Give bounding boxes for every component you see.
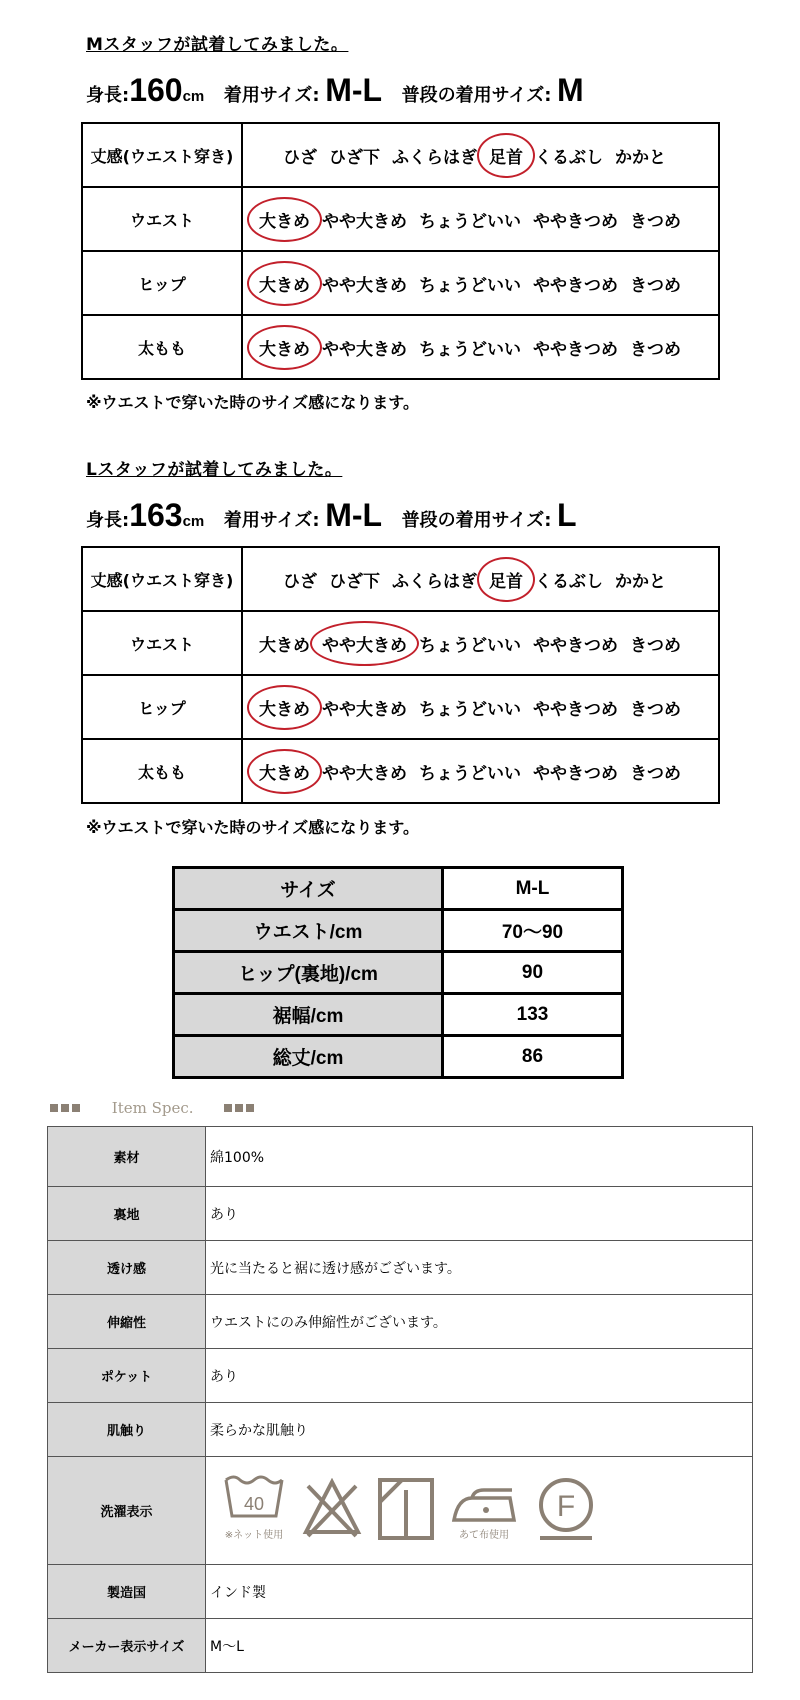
size-key: 総丈/cm	[174, 1036, 443, 1078]
fit-row	[82, 675, 719, 739]
fit-option: かかと	[615, 147, 666, 168]
fit-option-list	[243, 331, 718, 364]
spec-value: あり	[206, 1187, 753, 1241]
size-row	[174, 910, 623, 952]
fit-option: やや大きめ	[322, 275, 407, 296]
fit-option: やや大きめ	[322, 763, 407, 784]
fit-option: きつめ	[630, 275, 681, 296]
fit-option: ひざ	[283, 147, 317, 168]
spec-row	[48, 1127, 753, 1187]
fit-option-selected: 大きめ	[257, 691, 312, 724]
fit-row-label: 丈感(ウエスト穿き)	[82, 123, 242, 187]
fit-row	[82, 611, 719, 675]
l-staff-note: ※ウエストで穿いた時のサイズ感になります。	[86, 818, 419, 837]
size-value: 90	[443, 952, 623, 994]
height-value: 163	[129, 497, 183, 533]
svg-text:40: 40	[243, 1493, 265, 1514]
size-value: M-L	[443, 868, 623, 910]
spec-key: 透け感	[48, 1241, 206, 1295]
worn-size-label: 着用サイズ:	[223, 85, 320, 106]
fit-option: ややきつめ	[533, 699, 618, 720]
height-value: 160	[129, 72, 183, 108]
spec-value: M〜L	[206, 1619, 753, 1673]
fit-option: くるぶし	[535, 147, 603, 168]
fit-option-selected: 大きめ	[257, 267, 312, 300]
fit-option-selected: 大きめ	[257, 331, 312, 364]
fit-row-label: ヒップ	[82, 675, 242, 739]
usual-size-label: 普段の着用サイズ:	[401, 510, 552, 531]
fit-row-label: 太もも	[82, 739, 242, 803]
l-staff-fit-table	[81, 546, 720, 804]
spec-row	[48, 1241, 753, 1295]
fit-option: ちょうどいい	[419, 211, 521, 232]
spec-row	[48, 1619, 753, 1673]
svg-text:※ネット使用: ※ネット使用	[224, 1529, 284, 1541]
fit-option-list	[243, 563, 718, 596]
fit-options	[242, 611, 719, 675]
fit-row	[82, 123, 719, 187]
size-key: ヒップ(裏地)/cm	[174, 952, 443, 994]
spec-key: 製造国	[48, 1565, 206, 1619]
fit-option-list	[243, 203, 718, 236]
size-value: 70〜90	[443, 910, 623, 952]
height-unit: cm	[182, 513, 205, 530]
fit-option: きつめ	[630, 635, 681, 656]
fit-option: ひざ	[283, 571, 317, 592]
item-spec-table	[47, 1126, 753, 1673]
fit-option-selected: 大きめ	[257, 755, 312, 788]
spec-row	[48, 1295, 753, 1349]
fit-option: やや大きめ	[322, 339, 407, 360]
fit-option-selected: 足首	[487, 139, 525, 172]
l-staff-heading: Lスタッフが試着してみました。	[86, 460, 343, 480]
size-key: ウエスト/cm	[174, 910, 443, 952]
fit-option: やや大きめ	[322, 211, 407, 232]
fit-option: かかと	[615, 571, 666, 592]
fit-option: ちょうどいい	[419, 699, 521, 720]
spec-key: 伸縮性	[48, 1295, 206, 1349]
height-label: 身長:	[86, 510, 130, 531]
fit-option: ちょうどいい	[419, 763, 521, 784]
worn-size-label: 着用サイズ:	[223, 510, 320, 531]
size-key: サイズ	[174, 868, 443, 910]
fit-option: ややきつめ	[533, 635, 618, 656]
line-dry-shade-icon	[376, 1476, 436, 1546]
l-staff-stats	[86, 497, 577, 534]
size-row	[174, 1036, 623, 1078]
fit-row-label: ウエスト	[82, 187, 242, 251]
square-icon	[61, 1104, 69, 1112]
fit-row	[82, 251, 719, 315]
fit-option-selected: やや大きめ	[320, 627, 409, 660]
fit-options	[242, 123, 719, 187]
square-icon	[72, 1104, 80, 1112]
spec-row	[48, 1403, 753, 1457]
spec-row	[48, 1565, 753, 1619]
spec-row	[48, 1457, 753, 1565]
fit-row-label: ヒップ	[82, 251, 242, 315]
no-bleach-icon	[302, 1478, 362, 1544]
fit-option: ややきつめ	[533, 339, 618, 360]
m-staff-note: ※ウエストで穿いた時のサイズ感になります。	[86, 393, 419, 412]
spec-key: メーカー表示サイズ	[48, 1619, 206, 1673]
fit-option: ふくらはぎ	[392, 571, 477, 592]
fit-option: きつめ	[630, 211, 681, 232]
usual-size-value: L	[556, 497, 577, 533]
fit-option: 大きめ	[259, 635, 310, 656]
size-value: 86	[443, 1036, 623, 1078]
fit-option: ややきつめ	[533, 211, 618, 232]
fit-options	[242, 315, 719, 379]
size-table	[172, 866, 624, 1079]
height-unit: cm	[182, 88, 205, 105]
fit-option: ちょうどいい	[419, 339, 521, 360]
fit-option-selected: 大きめ	[257, 203, 312, 236]
m-staff-stats	[86, 72, 584, 109]
square-icon	[50, 1104, 58, 1112]
spec-value: 綿100%	[206, 1127, 753, 1187]
fit-option-list	[243, 627, 718, 660]
fit-option: きつめ	[630, 763, 681, 784]
size-value: 133	[443, 994, 623, 1036]
fit-row-label: 丈感(ウエスト穿き)	[82, 547, 242, 611]
svg-text:あて布使用: あて布使用	[459, 1529, 509, 1541]
fit-row-label: 太もも	[82, 315, 242, 379]
spec-value: ウエストにのみ伸縮性がございます。	[206, 1295, 753, 1349]
care-icons	[210, 1472, 751, 1550]
fit-option-list	[243, 691, 718, 724]
item-spec-title: Item Spec.	[111, 1099, 194, 1117]
fit-option-selected: 足首	[487, 563, 525, 596]
spec-key: 素材	[48, 1127, 206, 1187]
fit-options	[242, 675, 719, 739]
spec-key: 洗濯表示	[48, 1457, 206, 1565]
item-spec-heading	[50, 1098, 257, 1117]
fit-row-label: ウエスト	[82, 611, 242, 675]
spec-key: 裏地	[48, 1187, 206, 1241]
size-row	[174, 868, 623, 910]
m-staff-heading: Mスタッフが試着してみました。	[86, 35, 349, 55]
spec-row	[48, 1349, 753, 1403]
size-key: 裾幅/cm	[174, 994, 443, 1036]
spec-key: ポケット	[48, 1349, 206, 1403]
iron-low-icon	[450, 1474, 520, 1548]
square-icon	[235, 1104, 243, 1112]
spec-value: 光に当たると裾に透け感がございます。	[206, 1241, 753, 1295]
size-row	[174, 994, 623, 1036]
fit-options	[242, 187, 719, 251]
fit-option: ちょうどいい	[419, 275, 521, 296]
spec-key: 肌触り	[48, 1403, 206, 1457]
fit-option: ひざ下	[329, 147, 380, 168]
dry-clean-f-icon	[534, 1475, 598, 1547]
square-icon	[246, 1104, 254, 1112]
fit-row	[82, 739, 719, 803]
fit-row	[82, 187, 719, 251]
fit-options	[242, 547, 719, 611]
usual-size-value: M	[556, 72, 584, 108]
spec-value: あり	[206, 1349, 753, 1403]
size-row	[174, 952, 623, 994]
fit-option-list	[243, 755, 718, 788]
usual-size-label: 普段の着用サイズ:	[401, 85, 552, 106]
square-icon	[224, 1104, 232, 1112]
fit-option: きつめ	[630, 339, 681, 360]
fit-option: ややきつめ	[533, 763, 618, 784]
worn-size-value: M-L	[325, 72, 383, 108]
height-label: 身長:	[86, 85, 130, 106]
fit-row	[82, 547, 719, 611]
fit-option-list	[243, 267, 718, 300]
fit-option-list	[243, 139, 718, 172]
fit-options	[242, 251, 719, 315]
spec-value: 柔らかな肌触り	[206, 1403, 753, 1457]
fit-option: ひざ下	[329, 571, 380, 592]
spec-value: インド製	[206, 1565, 753, 1619]
worn-size-value: M-L	[325, 497, 383, 533]
fit-options	[242, 739, 719, 803]
fit-option: やや大きめ	[322, 699, 407, 720]
fit-option: ふくらはぎ	[392, 147, 477, 168]
fit-option: ちょうどいい	[419, 635, 521, 656]
fit-option: くるぶし	[535, 571, 603, 592]
fit-option: きつめ	[630, 699, 681, 720]
spec-row	[48, 1187, 753, 1241]
svg-text:F: F	[556, 1489, 576, 1523]
m-staff-fit-table	[81, 122, 720, 380]
fit-option: ややきつめ	[533, 275, 618, 296]
wash-40-icon	[222, 1472, 288, 1550]
spec-value	[206, 1457, 753, 1565]
fit-row	[82, 315, 719, 379]
